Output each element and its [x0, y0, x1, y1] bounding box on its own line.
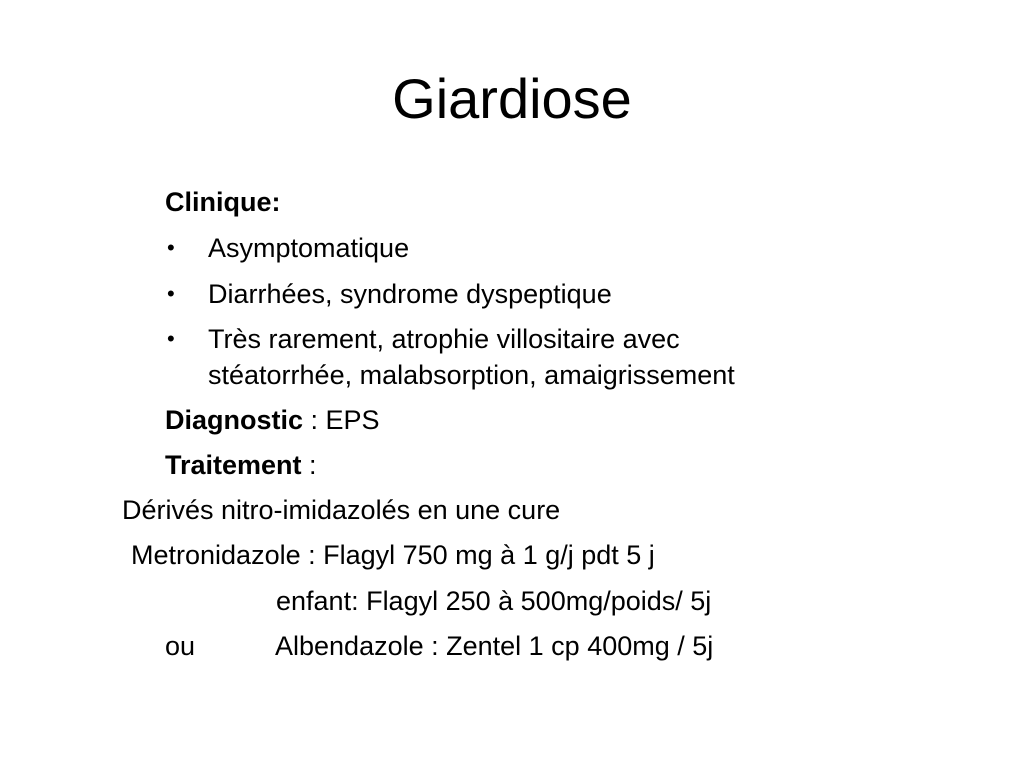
- bullet-icon: •: [167, 281, 175, 306]
- slide-title: Giardiose: [392, 67, 632, 130]
- diagnostic-label: Diagnostic: [165, 405, 304, 435]
- traitement-line: [165, 449, 317, 481]
- metronidazole-line: Metronidazole : Flagyl 750 mg à 1 g/j pdt 5 j: [131, 540, 655, 570]
- ou-label: ou: [165, 631, 196, 661]
- derives-line: Dérivés nitro-imidazolés en une cure: [122, 495, 561, 525]
- albendazole-line: Albendazole : Zentel 1 cp 400mg / 5j: [275, 631, 714, 661]
- traitement-label: Traitement: [165, 450, 302, 480]
- diagnostic-value: : EPS: [303, 405, 380, 435]
- traitement-value: :: [301, 450, 317, 480]
- clinique-item-2: Diarrhées, syndrome dyspeptique: [208, 279, 612, 309]
- diagnostic-line: [165, 404, 380, 436]
- bullet-icon: •: [167, 235, 175, 260]
- clinique-item-3-line1: Très rarement, atrophie villositaire avec: [208, 324, 680, 354]
- bullet-icon: •: [167, 326, 175, 351]
- clinique-heading: Clinique:: [165, 187, 281, 217]
- clinique-item-1: Asymptomatique: [208, 233, 410, 263]
- clinique-item-3-line2: stéatorrhée, malabsorption, amaigrissement: [208, 360, 735, 390]
- enfant-line: enfant: Flagyl 250 à 500mg/poids/ 5j: [276, 586, 712, 616]
